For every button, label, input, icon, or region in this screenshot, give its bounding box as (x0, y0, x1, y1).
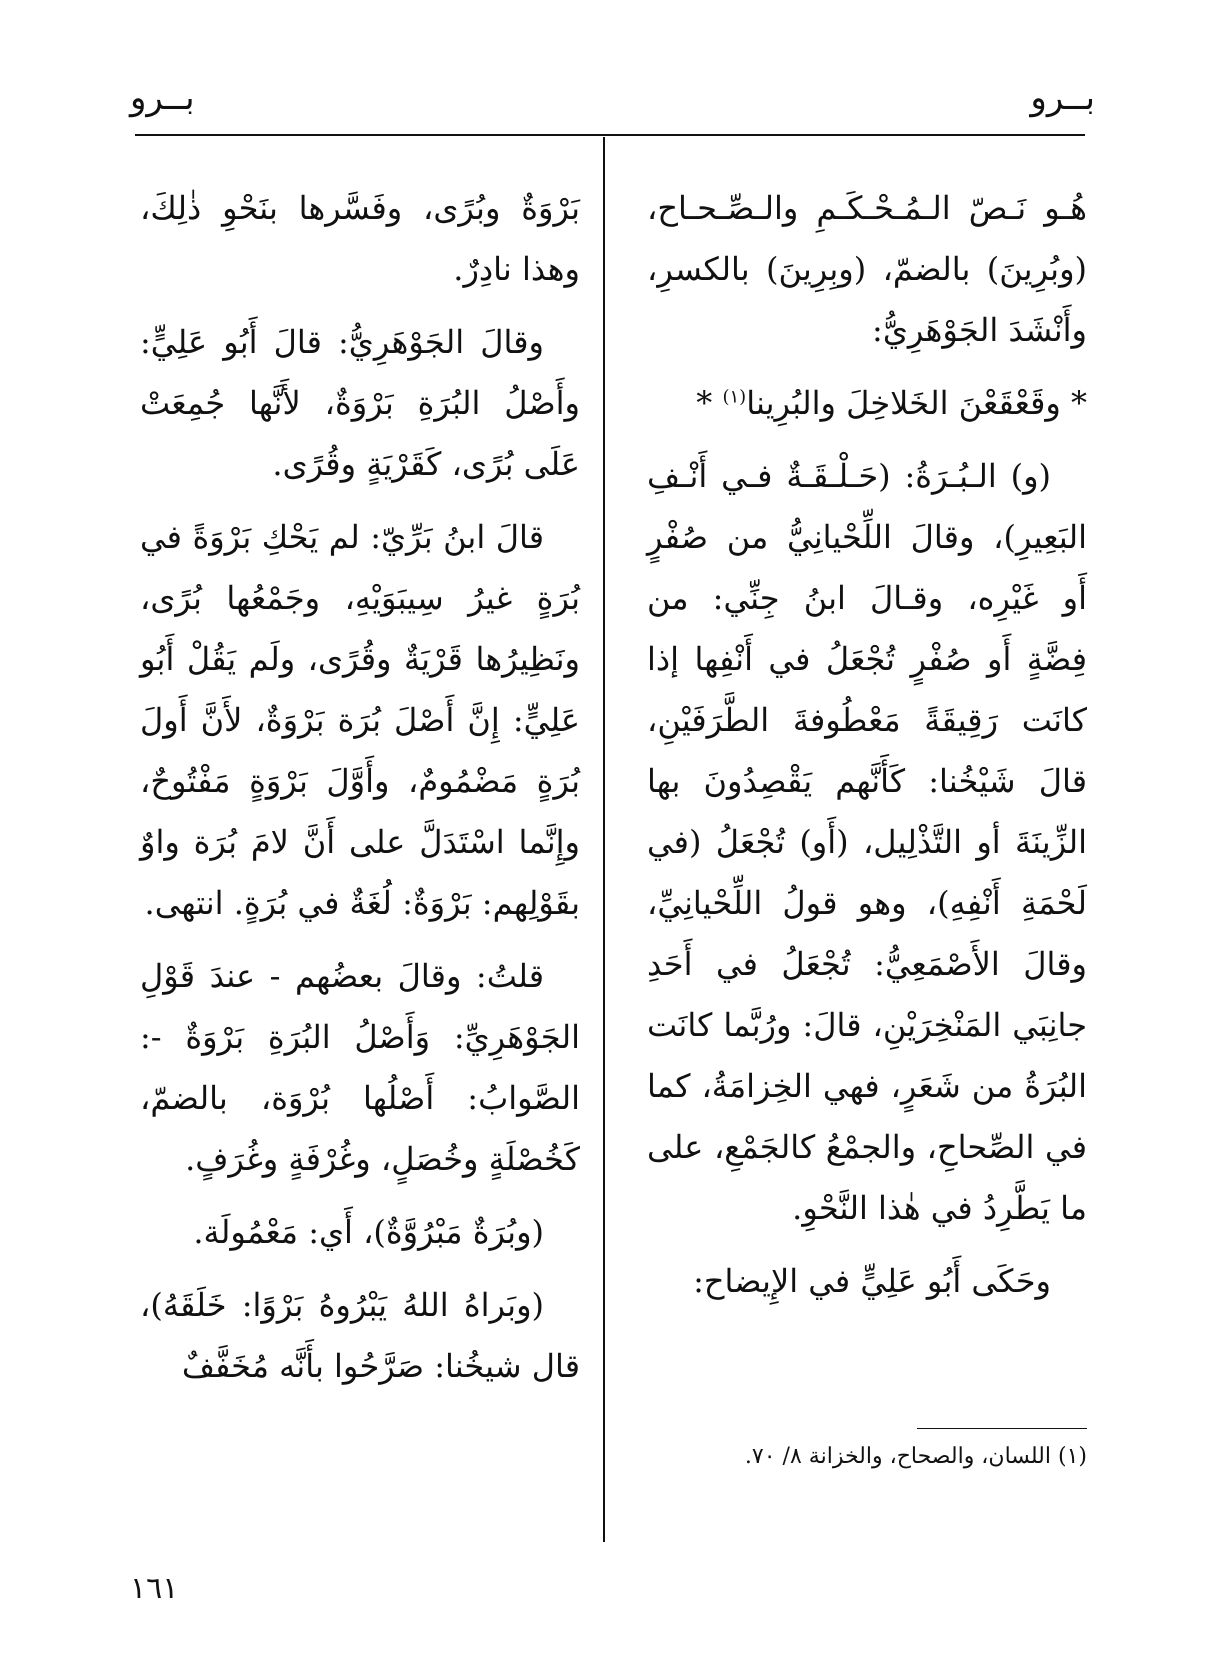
running-header-left: بــرو (130, 78, 195, 118)
header-rule (135, 134, 1085, 136)
left-paragraph-1: بَرْوَةٌ وبُرًى، وفَسَّرها بنَحْوِ ذٰلِكَ، وهذا نادِرٌ. (140, 189, 580, 288)
footnote: (١) اللسان، والصحاح، والخزانة ٨/ ٧٠. (744, 1444, 1087, 1469)
left-paragraph-2: وقالَ الجَوْهَرِيُّ: قالَ أَبُو عَلِيٍّ: وأَصْلُ البُرَةِ بَرْوَةٌ، لأَنَّها جُمِعَتْ عَلَى بُرًى، كَقَرْيَةٍ وقُرًى. (140, 323, 580, 483)
left-paragraph-4: قلتُ: وقالَ بعضُهم - عندَ قَوْلِ الجَوْهَرِيِّ: وَأَصْلُ البُرَةِ بَرْوَةٌ -: الصَّوابُ: أَصْلُها بُرْوَة، بالضمّ، كَخُصْلَةٍ وخُصَلٍ، وغُرْفَةٍ وغُرَفٍ. (140, 957, 580, 1178)
left-paragraph-6: (وبَراهُ اللهُ يَبْرُوهُ بَرْوًا: خَلَقَهُ)، قال شيخُنا: صَرَّحُوا بأَنَّه مُخَفَّفٌ (140, 1286, 580, 1385)
verse-end: * (696, 384, 723, 422)
right-column (647, 178, 1087, 1324)
footnote-rule (917, 1428, 1087, 1429)
left-paragraph-3: قالَ ابنُ بَرِّيّ: لم يَحْكِ بَرْوَةً في بُرَةٍ غيرُ سِيبَوَيْهِ، وجَمْعُها بُرًى، ونَظِيرُها قَرْيَةٌ وقُرًى، ولَم يَقُلْ أَبُو عَلِيٍّ: إِنَّ أَصْلَ بُرَة بَرْوَةٌ، لأَنَّ أَولَ بُرَةٍ مَضْمُومٌ، وأَوَّلَ بَرْوَةٍ مَفْتُوحٌ، وإِنَّما اسْتَدَلَّ على أَنَّ لامَ بُرَة واوٌ بقَوْلِهم: بَرْوَةٌ: لُغَةٌ في بُرَةٍ. انتهى. (140, 518, 580, 922)
footnote-ref: (١) (722, 386, 747, 408)
verse-line (647, 373, 1087, 434)
running-header-right: بــرو (1030, 78, 1095, 118)
page-number: ١٦١ (130, 1571, 179, 1606)
column-divider (603, 137, 605, 1542)
right-paragraph-2: (و) الـبُـرَةُ: (حَـلْـقَـةٌ فـي أَنْـفِ البَعِيرِ)، وقالَ اللِّحْيانِيُّ من صُفْرٍ أَو غَيْرِه، وقـالَ ابنُ جِنِّي: من فِضَّةٍ أَو صُفْرٍ تُجْعَلُ في أَنْفِها إذا كانَت رَقِيقَةً مَعْطُوفةَ الطَّرَفَيْنِ، قالَ شَيْخُنا: كَأَنَّهم يَقْصِدُونَ بها الزِّينَةَ أو التَّذْلِيل، (أَو) تُجْعَلُ (في لَحْمَةِ أَنْفِهِ)، وهو قولُ اللِّحْيانِيِّ، وقالَ الأَصْمَعِيُّ: تُجْعَلُ في أَحَدِ جانِبَي المَنْخِرَيْنِ، قالَ: ورُبَّما كانَت البُرَةُ من شَعَرٍ، فهي الخِزامَةُ، كما في الصِّحاحِ، والجمْعُ كالجَمْعِ، على ما يَطَّرِدُ في هٰذا النَّحْوِ. (647, 457, 1087, 1227)
right-paragraph-3: وحَكَى أَبُو عَلِيٍّ في الإِيضاح: (693, 1262, 1051, 1300)
verse-text: * وقَعْقَعْنَ الخَلاخِلَ والبُرِينا (746, 384, 1087, 422)
left-paragraph-5: (وبُرَةٌ مَبْرُوَّةٌ)، أَي: مَعْمُولَة. (193, 1213, 544, 1251)
left-column (140, 178, 580, 1409)
right-paragraph-1: هُـو نَـصّ الـمُـحْـكَـمِ والـصِّـحـاح، (وبُرِينَ) بالضمّ، (وبِرِينَ) بالكسرِ، وأَنْشَدَ الجَوْهَرِيُّ: (647, 189, 1087, 349)
